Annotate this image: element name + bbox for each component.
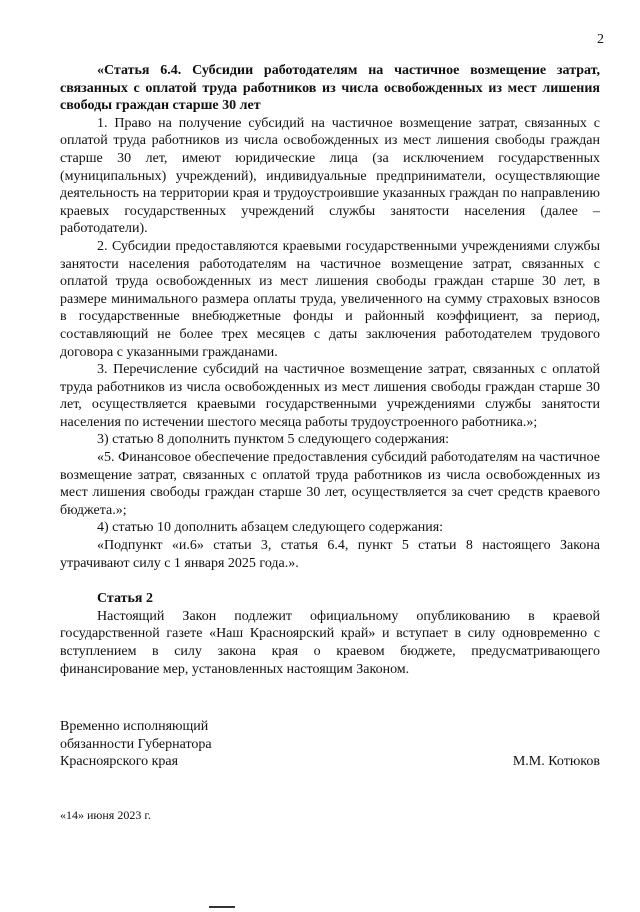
signatory-name: М.М. Котюков <box>512 754 600 769</box>
signatory-title-line-3: Красноярского края <box>60 754 179 770</box>
amendment-4-intro: 4) статью 10 дополнить абзацем следующего содержания: <box>97 520 444 536</box>
signatory-title-line-1: Временно исполняющий <box>60 719 209 734</box>
signatory-title-line-2: обязанности Губернатора <box>60 736 212 752</box>
signing-date: «14» июня 2023 г. <box>60 808 151 822</box>
bottom-edge-mark <box>209 906 235 908</box>
article-2-text: Настоящий Закон подлежит официальному опубликованию в краевой государственной газете «Наш Красноярский край» и вступает в силу одновременно с вступлением в силу закона края о краевом бюджете, предусматривающего финансирование мер, установленных настоящим Законом. <box>60 608 600 677</box>
section-spacer <box>60 572 600 590</box>
signature-block <box>60 718 600 771</box>
document-body <box>60 62 600 678</box>
article-6-4-paragraph-3: 3. Перечисление субсидий на частичное возмещение затрат, связанных с оплатой труда работников из числа освобожденных из мест лишения свободы граждан старше 30 лет, осуществляется краевыми государственными учреждениями службы занятости населения по истечении шестого месяца работы трудоустроенного работника.»; <box>60 362 600 430</box>
article-6-4-title: «Статья 6.4. Субсидии работодателям на частичное возмещение затрат, связанных с оплатой труда работников из числа освобожденных из мест лишения свободы граждан старше 30 лет <box>60 63 600 114</box>
amendment-3-intro: 3) статью 8 дополнить пунктом 5 следующего содержания: <box>97 432 450 448</box>
article-6-4-paragraph-2: 2. Субсидии предоставляются краевыми государственными учреждениями службы занятости населения работодателям на частичное возмещение затрат, связанных с оплатой труда освобожденных из мест лишения свободы граждан старше 30 лет, в размере минимального размера оплаты труда, увеличенного на сумму страховых взносов в государственные внебюджетные фонды и районный коэффициент, за период, составляющий не более трех месяцев с даты заключения работодателем трудового договора с указанными гражданами. <box>60 238 600 360</box>
article-2-heading: Статья 2 <box>97 591 153 607</box>
page-number: 2 <box>597 32 604 47</box>
amendment-3-text: «5. Финансовое обеспечение предоставления субсидий работодателям на частичное возмещение затрат, связанных с оплатой труда работников из числа освобожденных из мест лишения свободы граждан старше 30 лет, осуществляется за счет средств краевого бюджета.»; <box>60 450 600 518</box>
article-6-4-paragraph-1: 1. Право на получение субсидий на частичное возмещение затрат, связанных с оплатой труда работников из числа освобожденных из мест лишения свободы граждан старше 30 лет, имеют юридические лица (за исключением государственных (муниципальных) учреждений), индивидуальные предприниматели, осуществляющие деятельность на территории края и трудоустроившие указанных граждан по направлению краевых государственных учреждений службы занятости населения (далее – работодатели). <box>60 115 600 237</box>
amendment-4-text: «Подпункт «и.6» статьи 3, статья 6.4, пункт 5 статьи 8 настоящего Закона утрачивают силу с 1 января 2025 года.». <box>60 538 600 571</box>
